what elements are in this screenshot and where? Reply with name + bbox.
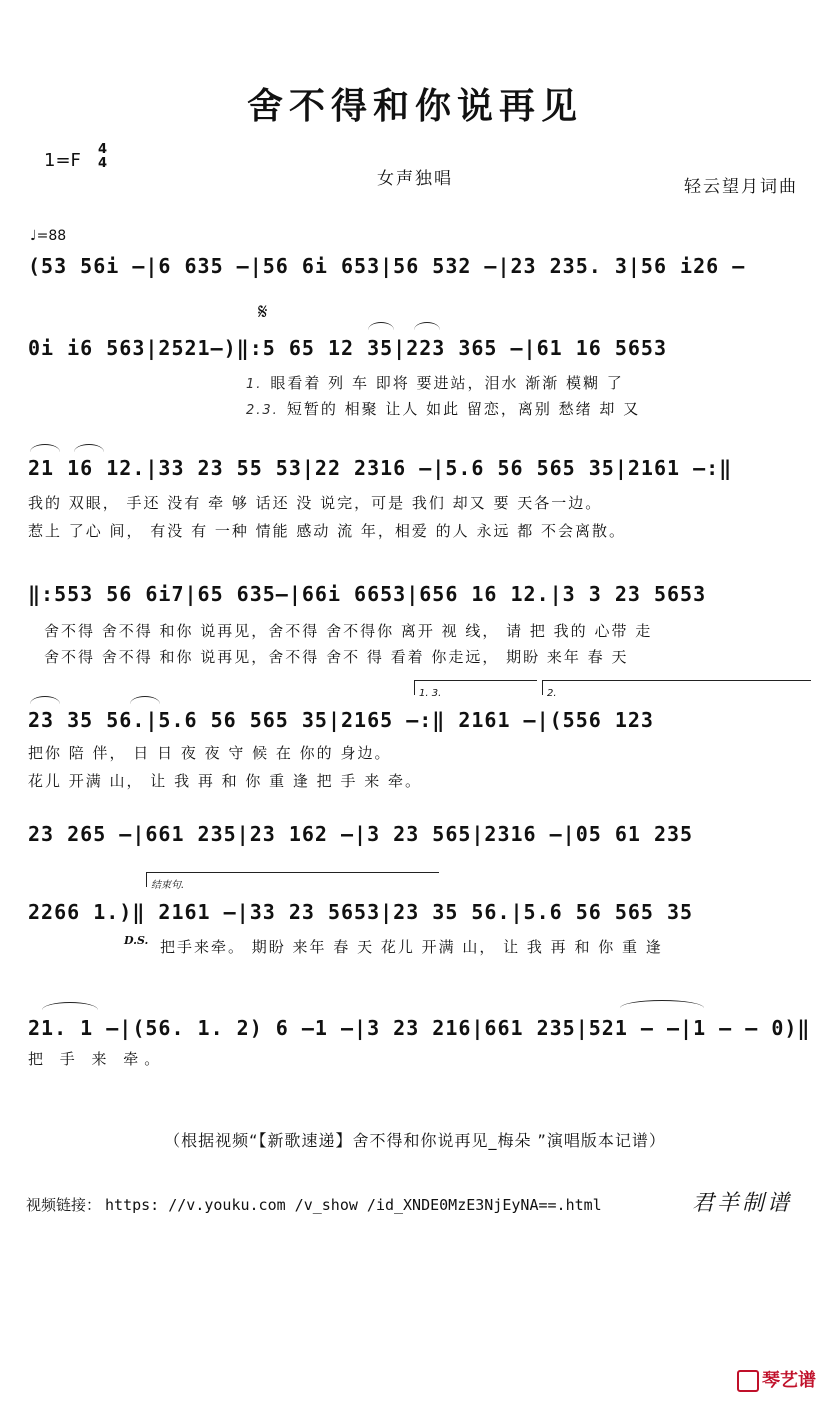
ending-bracket-2 <box>542 680 811 699</box>
tempo-mark: ♩=88 <box>30 228 67 244</box>
lyric-verse-1 <box>28 372 830 393</box>
lyric-line-8: 把 手 来 牵。 <box>28 1050 166 1068</box>
slur <box>130 696 160 704</box>
score-line-7: 2266 1.)‖ 2161 –|33 23 5653|23 35 56.|5.6 56 565 35 <box>28 900 694 924</box>
ds-mark: D.S. <box>124 934 149 947</box>
lyric-text: 短暂的 相聚 让人 如此 留恋，离别 愁绪 却 又 <box>286 400 641 418</box>
lyric-line-5b: 花儿 开满 山， 让 我 再 和 你 重 逢 把 手 来 牵。 <box>28 772 422 790</box>
lyric-line-4a: 舍不得 舍不得 和你 说再见，舍不得 舍不得你 离开 视 线， 请 把 我的 心带 走 <box>44 622 653 640</box>
lyric-line-3a: 我的 双眼， 手还 没有 牵 够 话还 没 说完，可是 我们 却又 要 天各一边。 <box>28 494 603 512</box>
video-url[interactable]: https: //v.youku.com /v_show /id_XNDE0MzE3NjEyNA==.html <box>105 1196 602 1214</box>
slur <box>30 696 60 704</box>
video-link <box>26 1194 602 1215</box>
lyric-line-5a: 把你 陪 伴， 日 日 夜 夜 守 候 在 你的 身边。 <box>28 744 392 762</box>
key-signature: 1=F <box>44 150 81 171</box>
ending-bracket-final <box>146 872 439 891</box>
slur <box>42 1002 98 1010</box>
lyric-line-7: 把手来牵。 期盼 来年 春 天 花儿 开满 山， 让 我 再 和 你 重 逢 <box>160 938 663 956</box>
score-line-8: 21. 1 –|(56. 1. 2) 6 –1 –|3 23 216|661 235|521 – –|1 – – 0)‖ <box>28 1016 811 1040</box>
ending-bracket-1-3 <box>414 680 537 699</box>
credit: 轻云望月词曲 <box>684 177 798 197</box>
slur <box>414 322 440 330</box>
segno-icon: 𝄋 <box>258 300 268 325</box>
score-line-1: (53 56i –|6 635 –|56 6i 653|56 532 –|23 235. 3|56 i26 – <box>28 254 746 278</box>
score-line-3: 21 16 12.|33 23 55 53|22 2316 –|5.6 56 565 35|2161 –:‖ <box>28 456 733 480</box>
slur <box>30 444 60 452</box>
video-label: 视频链接： <box>26 1196 102 1214</box>
logo-text: 琴艺谱 <box>762 1370 816 1391</box>
ending-label: 1. 3. <box>419 688 442 699</box>
source-note: （根据视频“【新歌速递】舍不得和你说再见_梅朵 ”演唱版本记谱） <box>164 1131 666 1150</box>
lyric-verse-2-3 <box>28 398 830 419</box>
voice-type: 女声独唱 <box>377 169 453 189</box>
logo-icon <box>737 1370 759 1392</box>
score-line-6: 23 265 –|661 235|23 162 –|3 23 565|2316 –|05 61 235 <box>28 822 694 846</box>
meter-bottom: 4 <box>98 156 108 171</box>
verse-label: 1. <box>246 377 263 392</box>
slur <box>620 1000 704 1008</box>
lyric-text: 眼看着 列 车 即将 要进站，泪水 渐渐 模糊 了 <box>270 374 624 392</box>
slur <box>368 322 394 330</box>
transcriber-signature: 君羊制谱 <box>692 1191 793 1216</box>
ending-label: 2. <box>547 688 557 699</box>
score-line-4: ‖:553 56 6i7|65 635–|66i 6653|656 16 12.|3 3 23 5653 <box>28 582 707 606</box>
meter-top: 4 <box>98 142 108 157</box>
ending-label: 结束句. <box>151 880 185 891</box>
slur <box>74 444 104 452</box>
page-title: 舍不得和你说再见 <box>246 85 583 127</box>
score-line-5: 23 35 56.|5.6 56 565 35|2165 –:‖ 2161 –|(556 123 <box>28 708 654 732</box>
score-line-2: 0i i6 563|2521–)‖:5 65 12 35|223 365 –|61 16 5653 <box>28 336 668 360</box>
verse-label: 2.3. <box>246 403 279 418</box>
lyric-line-3b: 惹上 了心 间， 有没 有 一种 情能 感动 流 年，相爱 的人 永远 都 不会离散。 <box>28 522 626 540</box>
lyric-line-4b: 舍不得 舍不得 和你 说再见，舍不得 舍不 得 看着 你走远， 期盼 来年 春 天 <box>44 648 629 666</box>
site-logo <box>737 1366 816 1392</box>
